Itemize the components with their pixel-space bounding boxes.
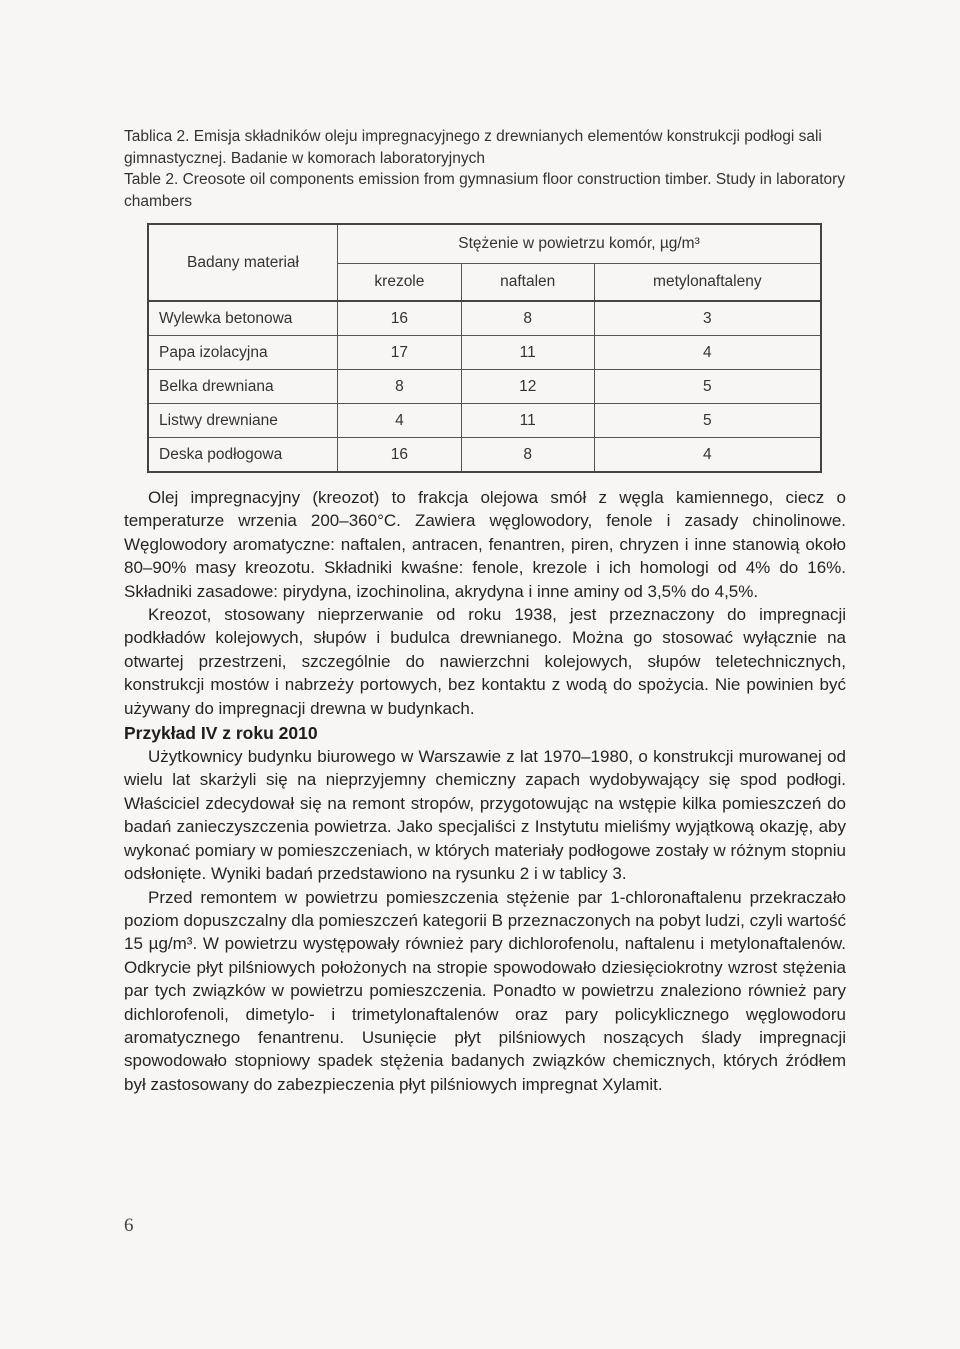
body-text [124,486,846,1096]
section-heading: Przykład IV z roku 2010 [124,723,318,744]
emission-table [147,223,822,473]
table-row [148,336,821,370]
table-row [148,301,821,336]
row-material: Deska podłogowa [148,438,338,473]
column-header-naftalen: naftalen [461,264,594,302]
table-caption [124,126,850,212]
data-table-wrapper [147,223,822,465]
column-header-metylonaftaleny: metylonaftaleny [594,264,821,302]
row-value: 4 [338,404,462,438]
concentration-header: Stężenie w powietrzu komór, µg/m³ [338,224,822,264]
row-value: 5 [594,370,821,404]
row-value: 4 [594,336,821,370]
table-header-row [148,224,821,264]
row-material: Belka drewniana [148,370,338,404]
paragraph-creosote-description: Olej impregnacyjny (kreozot) to frakcja olejowa smół z węgla kamiennego, ciecz o temperaturze wrzenia 200–360°C. Zawiera węglowodory, fenole i zasady chinolinowe. Węglowodory aromatyczne: naftalen, antracen, fenantren, piren, chryzen i inne stanowią około 80–90% masy kreozotu. Składniki kwaśne: fenole, krezole i ich homologi od 4% do 16%. Składniki zasadowe: pirydyna, izochinolina, akrydyna i inne aminy od 3,5% do 4,5%. [124,488,846,601]
row-value: 3 [594,301,821,336]
paragraph-measurement-results: Przed remontem w powietrzu pomieszczenia stężenie par 1-chloronaftalenu przekraczało poziom dopuszczalny dla pomieszczeń kategorii B przeznaczonych na pobyt ludzi, czyli wartość 15 µg/m³. W powietrzu występowały również pary dichlorofenolu, naftalenu i metylonaftalenów. Odkrycie płyt pilśniowych położonych na stropie spowodowało dziesięciokrotny wzrost stężenia par tych związków w powietrzu pomieszczenia. Ponadto w powietrzu znaleziono również pary dichlorofenoli, dimetylo- i trimetylonaftalenów oraz pary policyklicznego węglowodoru aromatycznego fenantrenu. Usunięcie płyt pilśniowych noszących ślady impregnacji spowodowało stopniowy spadek stężenia badanych związków chemicznych, których źródłem był zastosowany do zabezpieczenia płyt pilśniowych impregnat Xylamit. [124,887,846,1094]
row-value: 8 [461,301,594,336]
column-header-krezole: krezole [338,264,462,302]
table-row [148,404,821,438]
paragraph-office-building: Użytkownicy budynku biurowego w Warszawie z lat 1970–1980, o konstrukcji murowanej od wielu lat skarżyli się na nieprzyjemny chemiczny zapach wydobywający się spod podłogi. Właściciel zdecydował się na remont stropów, przygotowując na wstępie kilka pomieszczeń do badań zanieczyszczenia powietrza. Jako specjaliści z Instytutu mieliśmy wyjątkową okazję, aby wykonać pomiary w pomieszczeniach, w których materiały podłogowe zostały w różnym stopniu odsłonięte. Wyniki badań przedstawiono na rysunku 2 i w tablicy 3. [124,747,846,884]
row-value: 5 [594,404,821,438]
row-value: 11 [461,404,594,438]
caption-polish: Tablica 2. Emisja składników oleju impregnacyjnego z drewnianych elementów konstrukcji podłogi sali gimnastycznej. Badanie w komorach laboratoryjnych [124,128,822,167]
caption-english: Table 2. Creosote oil components emission from gymnasium floor construction timber. Study in laboratory chambers [124,171,846,210]
row-material: Wylewka betonowa [148,301,338,336]
table-row [148,438,821,473]
row-material: Papa izolacyjna [148,336,338,370]
table-row [148,370,821,404]
row-value: 4 [594,438,821,473]
row-value: 16 [338,438,462,473]
paragraph-creosote-usage: Kreozot, stosowany nieprzerwanie od roku 1938, jest przeznaczony do impregnacji podkładów kolejowych, słupów i budulca drewnianego. Można go stosować wyłącznie na otwartej przestrzeni, szczególnie do nawierzchni kolejowych, słupów teletechnicznych, konstrukcji mostów i nabrzeży portowych, bez kontaktu z wodą do spożycia. Nie powinien być używany do impregnacji drewna w budynkach. [124,605,846,718]
row-value: 8 [338,370,462,404]
row-value: 17 [338,336,462,370]
row-value: 8 [461,438,594,473]
row-value: 11 [461,336,594,370]
row-value: 16 [338,301,462,336]
page-number: 6 [124,1215,134,1236]
row-value: 12 [461,370,594,404]
material-header: Badany materiał [148,224,338,301]
row-material: Listwy drewniane [148,404,338,438]
